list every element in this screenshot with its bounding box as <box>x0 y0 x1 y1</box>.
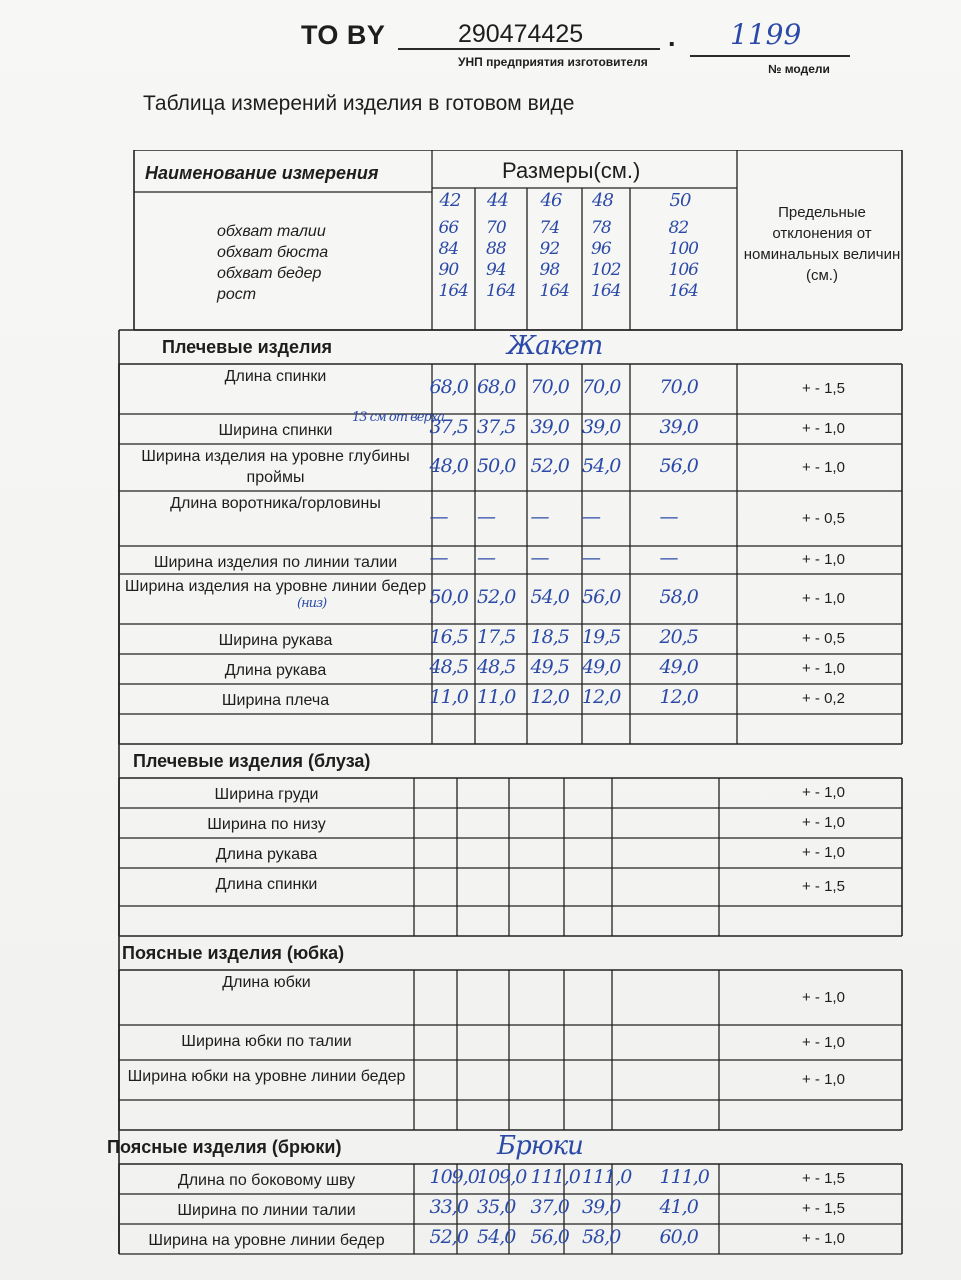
row-value: — <box>530 505 549 528</box>
param-value: 96 <box>591 239 611 259</box>
param-label: обхват талии <box>217 223 326 240</box>
row-tolerance: + - 1,0 <box>802 590 845 607</box>
param-value: 164 <box>539 281 569 301</box>
row-label: Длина воротника/горловины <box>170 495 381 512</box>
row-value: — <box>582 505 600 528</box>
row-value: — <box>530 547 549 569</box>
param-value: 84 <box>438 239 459 259</box>
row-tolerance: + - 0,5 <box>802 509 845 527</box>
row-label: Ширина по низу <box>207 816 326 833</box>
param-value: 66 <box>438 218 459 238</box>
row-tolerance: + - 1,5 <box>802 1170 845 1187</box>
row-tolerance: + - 1,0 <box>802 784 845 801</box>
model-number: 1199 <box>730 18 802 51</box>
param-value: 94 <box>486 260 506 280</box>
row-value: 18,5 <box>530 626 569 648</box>
section-title-0: Плечевые изделия <box>162 337 333 357</box>
row-value: — <box>659 505 678 528</box>
param-value: 106 <box>668 260 698 280</box>
param-value: 92 <box>539 239 560 259</box>
row-value: 52,0 <box>429 1226 468 1248</box>
row-label: Длина рукава <box>215 846 318 863</box>
name-column-header: Наименование измерения <box>145 163 379 183</box>
row-label: Ширина плеча <box>221 692 330 709</box>
row-value: 70,0 <box>659 376 698 398</box>
row-value: 16,5 <box>429 626 468 648</box>
section-title-2: Поясные изделия (юбка) <box>122 943 345 963</box>
row-value: 49,0 <box>659 656 698 678</box>
row-label: Ширина юбки по талии <box>181 1033 352 1050</box>
row-value: 39,0 <box>659 416 698 438</box>
tolerance-column-header: Предельные отклонения от номинальных величин (см.) <box>743 204 901 284</box>
row-label: Ширина изделия по линии талии <box>153 554 398 571</box>
row-value: 20,5 <box>659 626 698 648</box>
section-title-1: Плечевые изделия (блуза) <box>133 751 371 771</box>
row-tolerance: + - 1,5 <box>802 1200 845 1217</box>
row-value: 52,0 <box>477 586 516 608</box>
param-value: 98 <box>539 260 560 280</box>
row-label: Ширина юбки на уровне линии бедер <box>127 1068 406 1085</box>
row-value: 41,0 <box>659 1196 698 1218</box>
row-value: 37,5 <box>429 416 468 438</box>
row-value: 12,0 <box>659 686 698 708</box>
row-value: 54,0 <box>477 1226 516 1248</box>
row-value: 56,0 <box>659 454 698 477</box>
document-title: Таблица измерений изделия в готовом виде <box>143 92 575 115</box>
row-value: 11,0 <box>429 686 468 708</box>
row-value: 109,0 <box>429 1166 479 1188</box>
row-tolerance: + - 1,0 <box>802 814 845 831</box>
row-value: 54,0 <box>530 586 569 608</box>
row-tolerance: + - 1,0 <box>802 551 845 568</box>
param-value: 164 <box>486 281 516 301</box>
row-value: 35,0 <box>477 1196 516 1218</box>
param-value: 70 <box>486 218 506 238</box>
model-caption: № модели <box>768 62 830 76</box>
row-value: 60,0 <box>659 1226 698 1248</box>
param-value: 74 <box>539 218 560 238</box>
size-header-44: 44 <box>487 190 508 211</box>
row-value: 54,0 <box>582 454 621 477</box>
row-value: 111,0 <box>582 1166 632 1188</box>
unp-underline <box>398 48 660 50</box>
model-underline <box>690 55 850 57</box>
row-value: 48,5 <box>429 656 468 678</box>
row-value: 11,0 <box>477 686 516 708</box>
size-header-50: 50 <box>669 190 691 211</box>
section-handwritten-0: Жакет <box>507 331 603 361</box>
size-header-46: 46 <box>540 190 562 211</box>
param-value: 90 <box>438 260 459 280</box>
unp-number: 290474425 <box>458 20 584 48</box>
row-value: — <box>582 547 600 569</box>
row-value: 12,0 <box>582 686 621 708</box>
row-label: Ширина изделия на уровне линии бедер <box>124 578 427 595</box>
row-label: Длина спинки <box>215 876 318 893</box>
dot-separator: . <box>668 22 677 52</box>
param-value: 100 <box>668 239 698 259</box>
row-tolerance: + - 1,0 <box>802 1230 845 1247</box>
row-value: — <box>477 505 495 528</box>
row-tolerance: + - 1,0 <box>802 988 845 1006</box>
row-value: 56,0 <box>530 1226 569 1248</box>
row-value: 111,0 <box>530 1166 580 1188</box>
row-value: 58,0 <box>582 1226 621 1248</box>
row-value: 37,0 <box>530 1196 569 1218</box>
row-value: 109,0 <box>477 1166 527 1188</box>
param-label: обхват бедер <box>217 265 322 282</box>
param-value: 82 <box>668 218 689 238</box>
row-label: Длина спинки <box>224 368 327 385</box>
row-value: 50,0 <box>477 454 516 477</box>
row-value: 48,5 <box>477 656 516 678</box>
row-label: Ширина рукава <box>218 632 333 649</box>
row-value: 58,0 <box>659 586 698 608</box>
row-value: 56,0 <box>582 586 621 608</box>
row-tolerance: + - 0,2 <box>802 690 845 707</box>
row-tolerance: + - 1,0 <box>802 1033 845 1051</box>
row-value: 68,0 <box>477 376 516 398</box>
row-value: 70,0 <box>582 376 621 398</box>
row-note: (низ) <box>297 596 327 611</box>
row-tolerance: + - 1,5 <box>802 878 845 895</box>
size-header-42: 42 <box>439 190 461 211</box>
row-tolerance: + - 1,0 <box>802 458 845 476</box>
row-value: 50,0 <box>429 586 468 608</box>
row-value: 48,0 <box>429 454 468 477</box>
row-tolerance: + - 1,0 <box>802 844 845 861</box>
row-label: Ширина изделия на уровне глубины проймы <box>141 448 410 486</box>
param-value: 88 <box>486 239 506 259</box>
row-value: — <box>429 547 448 569</box>
row-value: 39,0 <box>582 1196 621 1218</box>
size-header-48: 48 <box>592 190 613 211</box>
row-value: 33,0 <box>429 1196 468 1218</box>
row-value: 49,5 <box>530 656 569 678</box>
row-tolerance: + - 0,5 <box>802 630 845 647</box>
row-value: 19,5 <box>582 626 621 648</box>
row-value: 39,0 <box>530 416 569 438</box>
row-tolerance: + - 1,0 <box>802 660 845 677</box>
param-value: 164 <box>668 281 698 301</box>
row-value: 17,5 <box>477 626 516 648</box>
row-label: Ширина по линии талии <box>177 1202 356 1219</box>
row-value: 12,0 <box>530 686 569 708</box>
row-value: 39,0 <box>582 416 621 438</box>
row-note: 13 см от верха <box>352 410 444 425</box>
param-value: 78 <box>591 218 611 238</box>
standard-code-label: ТО BY <box>301 20 386 50</box>
table-grid <box>97 150 917 1280</box>
row-value: — <box>477 547 495 569</box>
row-tolerance: + - 1,0 <box>802 420 845 437</box>
row-label: Длина по боковому шву <box>177 1172 356 1189</box>
row-value: 70,0 <box>530 376 569 398</box>
row-label: Длина рукава <box>224 662 327 679</box>
row-value: 52,0 <box>530 454 569 477</box>
row-value: — <box>659 547 678 569</box>
row-value: — <box>429 505 448 528</box>
section-title-3: Поясные изделия (брюки) <box>107 1137 342 1157</box>
param-value: 164 <box>591 281 621 301</box>
row-value: 37,5 <box>477 416 516 438</box>
row-label: Ширина спинки <box>218 422 333 439</box>
row-label: Ширина на уровне линии бедер <box>148 1232 385 1249</box>
row-value: 68,0 <box>429 376 468 398</box>
sizes-column-header: Размеры(см.) <box>502 158 641 183</box>
row-value: 111,0 <box>659 1166 709 1188</box>
row-tolerance: + - 1,0 <box>802 1071 845 1088</box>
param-label: обхват бюста <box>217 244 329 261</box>
param-value: 164 <box>438 281 468 301</box>
param-value: 102 <box>591 260 621 280</box>
unp-caption: УНП предприятия изготовителя <box>458 55 648 69</box>
section-handwritten-3: Брюки <box>497 1131 583 1161</box>
param-label: рост <box>217 286 257 303</box>
row-tolerance: + - 1,5 <box>802 380 845 397</box>
row-label: Длина юбки <box>222 974 311 991</box>
measurement-table <box>97 150 917 1280</box>
row-value: 49,0 <box>582 656 621 678</box>
row-label: Ширина груди <box>214 786 319 803</box>
